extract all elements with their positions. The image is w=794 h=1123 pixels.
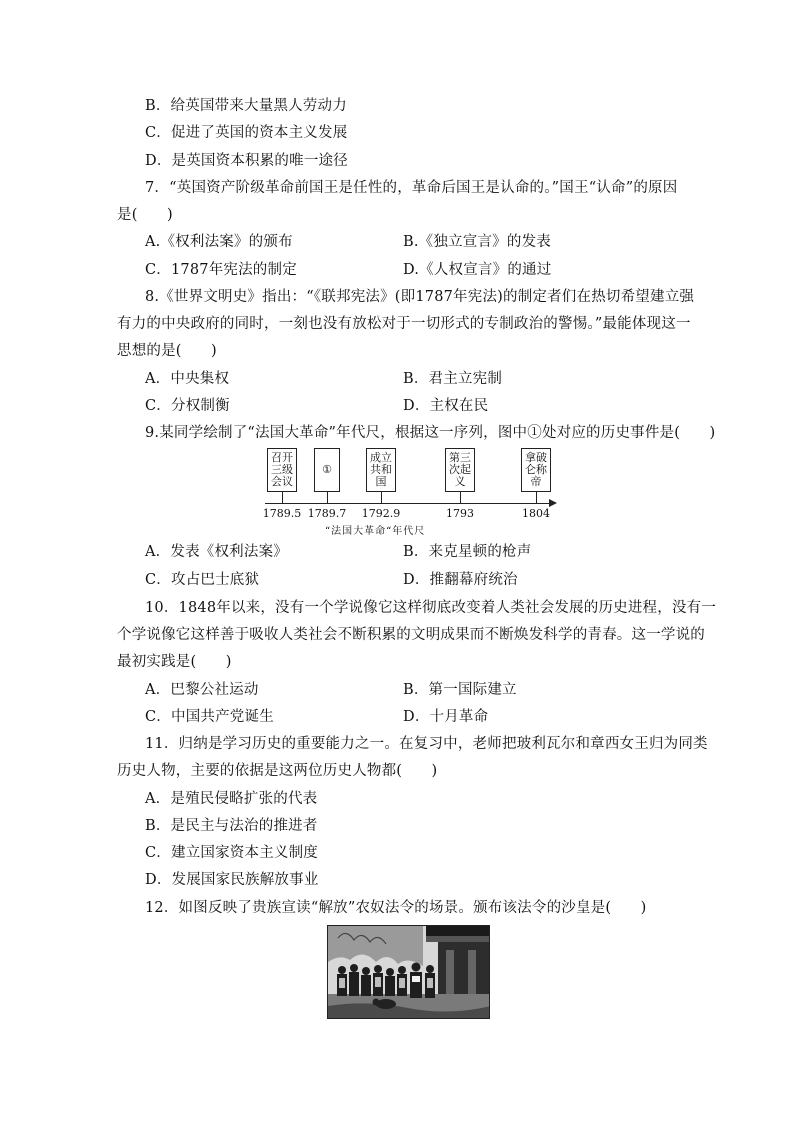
q10-option-c: C．中国共产党诞生 (145, 709, 274, 725)
timeline-event-3: 成立共和国 (366, 448, 396, 492)
timeline-stem (327, 492, 328, 503)
timeline-caption: “法国大革命“年代尺 (325, 526, 426, 537)
q9-option-c: C．攻占巴士底狱 (145, 572, 260, 588)
timeline-date-1: 1789.5 (262, 507, 302, 520)
q11-option-c: C．建立国家资本主义制度 (145, 845, 318, 861)
timeline-stem (381, 492, 382, 503)
q9-stem: 9.某同学绘制了“法国大革命”年代尺，根据这一序列，图中①处对应的历史事件是( ) (145, 425, 716, 441)
french-revolution-timeline (255, 444, 565, 536)
timeline-date-4: 1793 (446, 507, 474, 520)
q10-option-b: B．第一国际建立 (403, 682, 517, 698)
q10-option-a: A．巴黎公社运动 (145, 682, 259, 698)
timeline-event-1: 召开三级会议 (267, 448, 297, 492)
q8-option-a: A．中央集权 (145, 371, 230, 387)
timeline-stem (460, 492, 461, 503)
q7-option-d: D.《人权宣言》的通过 (403, 262, 552, 278)
q10-stem-line1: 10．1848年以来，没有一个学说像它这样彻底改变着人类社会发展的历史进程，没有一 (145, 600, 717, 616)
timeline-event-5: 拿破仑称帝 (521, 448, 551, 492)
q11-stem-line2: 历史人物，主要的依据是这两位历史人物都( ) (117, 763, 438, 779)
q7-stem-line1: 7．“英国资产阶级革命前国王是任性的，革命后国王是认命的。”国王“认命”的原因 (145, 180, 678, 196)
q7-option-c: C．1787年宪法的制定 (145, 262, 297, 278)
q6-option-d: D．是英国资本积累的唯一途径 (145, 153, 348, 169)
q11-option-b: B．是民主与法治的推进者 (145, 818, 318, 834)
q7-option-a: A.《权利法案》的颁布 (145, 234, 293, 250)
timeline-date-5: 1804 (522, 507, 550, 520)
q10-stem-line3: 最初实践是( ) (117, 654, 232, 670)
timeline-axis (265, 503, 553, 504)
q8-option-c: C．分权制衡 (145, 398, 230, 414)
q11-stem-line1: 11．归纳是学习历史的重要能力之一。在复习中，老师把玻利瓦尔和章西女王归为同类 (145, 736, 708, 752)
timeline-stem (536, 492, 537, 503)
timeline-stem (282, 492, 283, 503)
q9-option-d: D．推翻幕府统治 (403, 572, 518, 588)
q11-option-d: D．发展国家民族解放事业 (145, 872, 319, 888)
timeline-event-4: 第三次起义 (445, 448, 475, 492)
q11-option-a: A．是殖民侵略扩张的代表 (145, 791, 318, 807)
q7-option-b: B.《独立宣言》的发表 (403, 234, 551, 250)
q10-option-d: D．十月革命 (403, 709, 489, 725)
q8-option-d: D．主权在民 (403, 398, 489, 414)
q9-option-a: A．发表《权利法案》 (145, 544, 288, 560)
q6-option-c: C．促进了英国的资本主义发展 (145, 125, 348, 141)
q8-stem-line1: 8.《世界文明史》指出：“《联邦宪法》(即1787年宪法)的制定者们在热切希望建立强 (145, 289, 695, 305)
q10-stem-line2: 个学说像它这样善于吸收人类社会不断积累的文明成果而不断焕发科学的青春。这一学说的 (117, 627, 705, 643)
q8-stem-line3: 思想的是( ) (117, 343, 217, 359)
q9-option-b: B．来克星顿的枪声 (403, 544, 532, 560)
q12-stem: 12．如图反映了贵族宣读“解放”农奴法令的场景。颁布该法令的沙皇是( ) (145, 900, 647, 916)
timeline-event-2: ① (314, 448, 340, 492)
q8-option-b: B．君主立宪制 (403, 371, 503, 387)
q8-stem-line2: 有力的中央政府的同时，一刻也没有放松对于一切形式的专制政治的警惕。”最能体现这一 (117, 316, 691, 332)
q7-stem-line2: 是( ) (117, 207, 173, 223)
engraving-illustration (328, 926, 490, 1019)
timeline-arrow (549, 499, 557, 507)
q6-option-b: B．给英国带来大量黑人劳动力 (145, 98, 347, 114)
serf-emancipation-engraving (327, 925, 490, 1019)
timeline-date-3: 1792.9 (361, 507, 401, 520)
timeline-date-2: 1789.7 (307, 507, 347, 520)
